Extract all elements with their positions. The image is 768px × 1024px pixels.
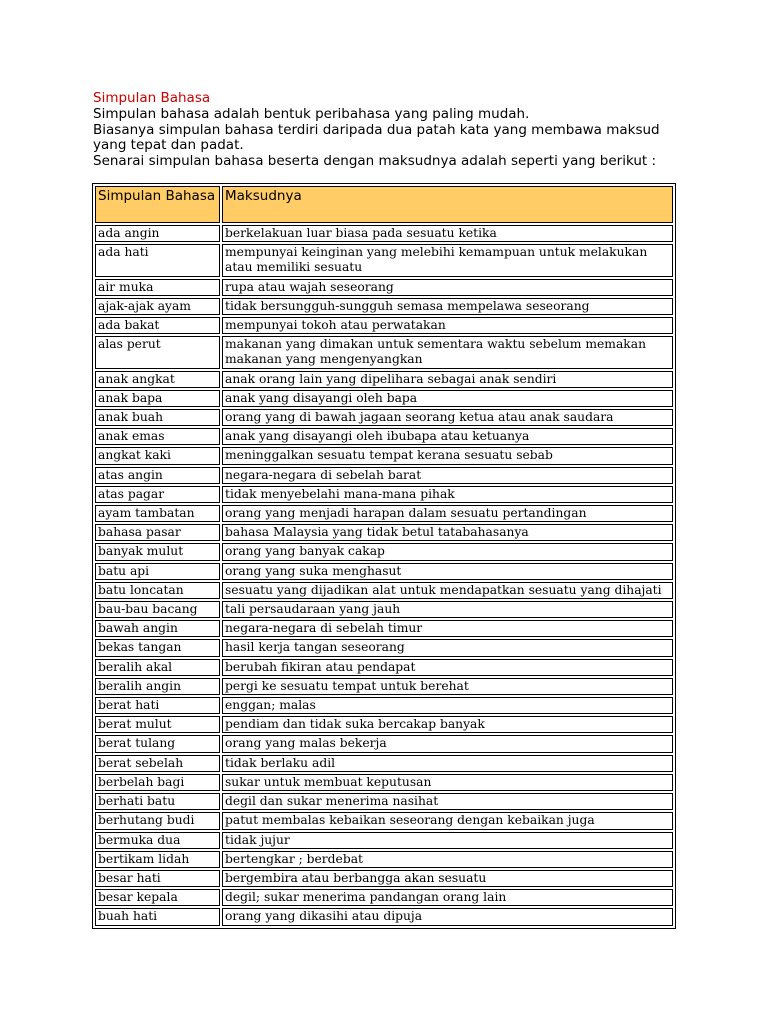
term-cell: ayam tambatan [95, 505, 220, 522]
table-row [95, 524, 673, 541]
meaning-cell: orang yang di bawah jagaan seorang ketua atau anak saudara [222, 409, 673, 426]
table-row [95, 486, 673, 503]
term-cell: besar kepala [95, 889, 220, 906]
table-row [95, 505, 673, 522]
meaning-cell: orang yang malas bekerja [222, 735, 673, 752]
term-cell: beralih angin [95, 678, 220, 695]
meaning-cell: berkelakuan luar biasa pada sesuatu ketika [222, 225, 673, 242]
meaning-cell: pergi ke sesuatu tempat untuk berehat [222, 678, 673, 695]
term-cell: ada bakat [95, 317, 220, 334]
table-row [95, 659, 673, 676]
meaning-cell: tidak berlaku adil [222, 755, 673, 772]
meaning-cell: orang yang menjadi harapan dalam sesuatu pertandingan [222, 505, 673, 522]
intro-paragraph [93, 107, 673, 169]
meaning-cell: tali persaudaraan yang jauh [222, 601, 673, 618]
meaning-cell: sukar untuk membuat keputusan [222, 774, 673, 791]
table-header-row [95, 186, 673, 223]
meaning-cell: anak yang disayangi oleh bapa [222, 390, 673, 407]
table-row [95, 889, 673, 906]
table-row [95, 543, 673, 560]
table-row [95, 317, 673, 334]
table-row [95, 908, 673, 925]
meaning-cell: rupa atau wajah seseorang [222, 279, 673, 296]
table-row [95, 678, 673, 695]
meaning-cell: bergembira atau berbangga akan sesuatu [222, 870, 673, 887]
table-row [95, 390, 673, 407]
table-row [95, 563, 673, 580]
table-row [95, 716, 673, 733]
meaning-cell: meninggalkan sesuatu tempat kerana sesuatu sebab [222, 447, 673, 464]
simpulan-bahasa-table [92, 183, 676, 929]
meaning-cell: mempunyai tokoh atau perwatakan [222, 317, 673, 334]
term-cell: beralih akal [95, 659, 220, 676]
meaning-cell: orang yang banyak cakap [222, 543, 673, 560]
term-cell: atas pagar [95, 486, 220, 503]
table-row [95, 870, 673, 887]
table-row [95, 279, 673, 296]
page-title: Simpulan Bahasa [93, 90, 211, 106]
table-row [95, 639, 673, 656]
table-row [95, 601, 673, 618]
term-cell: anak emas [95, 428, 220, 445]
header-maksudnya: Maksudnya [222, 186, 673, 223]
table-row [95, 620, 673, 637]
term-cell: berhutang budi [95, 812, 220, 829]
table-row [95, 774, 673, 791]
term-cell: anak buah [95, 409, 220, 426]
meaning-cell: orang yang dikasihi atau dipuja [222, 908, 673, 925]
table-row [95, 793, 673, 810]
table-row [95, 832, 673, 849]
table-row [95, 812, 673, 829]
table-row [95, 371, 673, 388]
term-cell: besar hati [95, 870, 220, 887]
header-simpulan-bahasa: Simpulan Bahasa [95, 186, 220, 223]
term-cell: berat tulang [95, 735, 220, 752]
meaning-cell: bertengkar ; berdebat [222, 851, 673, 868]
meaning-cell: mempunyai keinginan yang melebihi kemampuan untuk melakukan atau memiliki sesuatu [222, 244, 673, 276]
table-row [95, 225, 673, 242]
term-cell: ada hati [95, 244, 220, 276]
meaning-cell: pendiam dan tidak suka bercakap banyak [222, 716, 673, 733]
meaning-cell: hasil kerja tangan seseorang [222, 639, 673, 656]
term-cell: berat sebelah [95, 755, 220, 772]
table-row [95, 336, 673, 368]
table-row [95, 735, 673, 752]
meaning-cell: sesuatu yang dijadikan alat untuk mendapatkan sesuatu yang dihajati [222, 582, 673, 599]
meaning-cell: patut membalas kebaikan seseorang dengan kebaikan juga [222, 812, 673, 829]
table-row [95, 582, 673, 599]
term-cell: alas perut [95, 336, 220, 368]
term-cell: batu loncatan [95, 582, 220, 599]
term-cell: buah hati [95, 908, 220, 925]
term-cell: atas angin [95, 467, 220, 484]
term-cell: angkat kaki [95, 447, 220, 464]
term-cell: air muka [95, 279, 220, 296]
meaning-cell: anak orang lain yang dipelihara sebagai anak sendiri [222, 371, 673, 388]
table-row [95, 447, 673, 464]
term-cell: ajak-ajak ayam [95, 298, 220, 315]
term-cell: batu api [95, 563, 220, 580]
table-row [95, 697, 673, 714]
table-row [95, 467, 673, 484]
meaning-cell: orang yang suka menghasut [222, 563, 673, 580]
table-row [95, 298, 673, 315]
table-row [95, 851, 673, 868]
meaning-cell: degil; sukar menerima pandangan orang lain [222, 889, 673, 906]
meaning-cell: tidak jujur [222, 832, 673, 849]
term-cell: bekas tangan [95, 639, 220, 656]
intro-line: Simpulan bahasa adalah bentuk peribahasa yang paling mudah. [93, 106, 530, 122]
term-cell: banyak mulut [95, 543, 220, 560]
term-cell: anak angkat [95, 371, 220, 388]
meaning-cell: negara-negara di sebelah barat [222, 467, 673, 484]
term-cell: berhati batu [95, 793, 220, 810]
intro-line: Senarai simpulan bahasa beserta dengan maksudnya adalah seperti yang berikut : [93, 152, 657, 169]
term-cell: bermuka dua [95, 832, 220, 849]
meaning-cell: tidak bersungguh-sungguh semasa mempelawa seseorang [222, 298, 673, 315]
term-cell: bahasa pasar [95, 524, 220, 541]
term-cell: anak bapa [95, 390, 220, 407]
term-cell: berat hati [95, 697, 220, 714]
table-row [95, 244, 673, 276]
term-cell: berat mulut [95, 716, 220, 733]
meaning-cell: degil dan sukar menerima nasihat [222, 793, 673, 810]
table-row [95, 428, 673, 445]
meaning-cell: bahasa Malaysia yang tidak betul tatabahasanya [222, 524, 673, 541]
term-cell: bertikam lidah [95, 851, 220, 868]
meaning-cell: tidak menyebelahi mana-mana pihak [222, 486, 673, 503]
intro-line: Biasanya simpulan bahasa terdiri daripada dua patah kata yang membawa maksud yang tepat dan padat. [93, 121, 660, 153]
meaning-cell: enggan; malas [222, 697, 673, 714]
meaning-cell: negara-negara di sebelah timur [222, 620, 673, 637]
term-cell: berbelah bagi [95, 774, 220, 791]
term-cell: ada angin [95, 225, 220, 242]
term-cell: bawah angin [95, 620, 220, 637]
meaning-cell: anak yang disayangi oleh ibubapa atau ketuanya [222, 428, 673, 445]
term-cell: bau-bau bacang [95, 601, 220, 618]
meaning-cell: makanan yang dimakan untuk sementara waktu sebelum memakan makanan yang mengenyangkan [222, 336, 673, 368]
table-row [95, 755, 673, 772]
meaning-cell: berubah fikiran atau pendapat [222, 659, 673, 676]
table-row [95, 409, 673, 426]
